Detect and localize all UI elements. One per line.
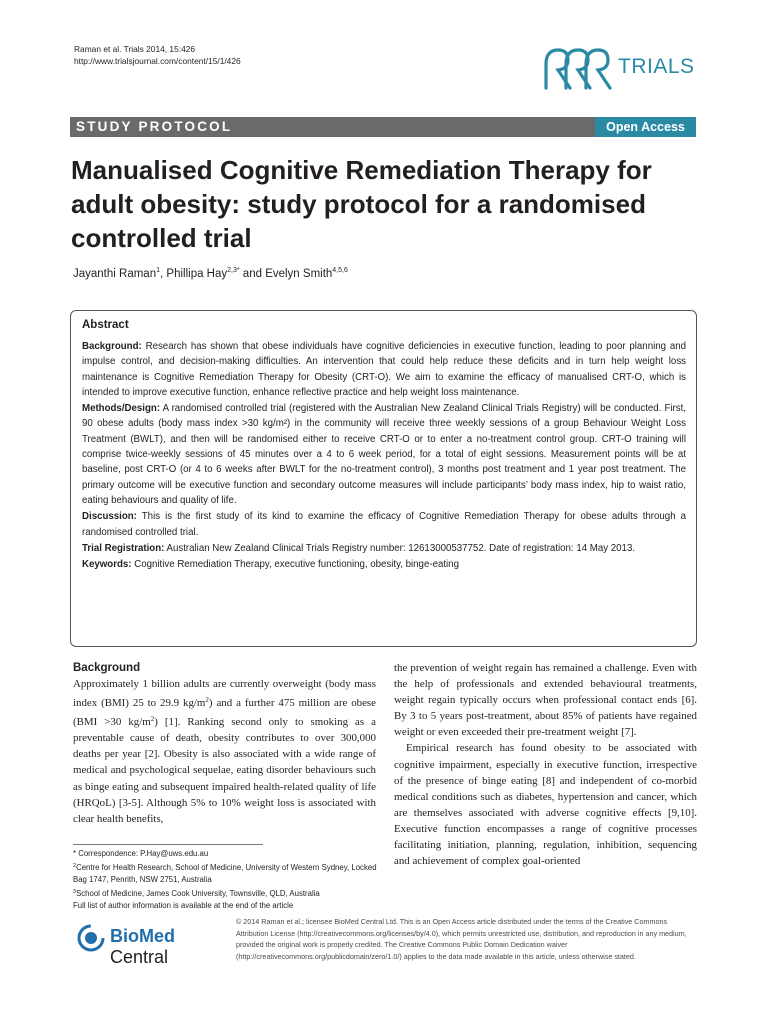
section-heading-background: Background [73, 662, 141, 674]
author-name: Jayanthi Raman [73, 268, 157, 280]
license-statement: © 2014 Raman et al.; licensee BioMed Central Ltd. This is an Open Access article distributed under the terms of the Creative Commons Attribution License (http://creativecommons.org/licenses/by/4.0), which permits unrestricted use, distribution, and reproduction in any medium, provided the original work is properly credited. The Creative Commons Public Domain Dedication waiver (http://creativecommons.org/publicdomain/zero/1.0/) applies to the data made available in this article, unless otherwise stated. [236, 917, 687, 961]
abstract-background [82, 339, 686, 400]
author-info-note: Full list of author information is available at the end of the article [73, 901, 294, 910]
body-column-right [394, 660, 697, 869]
citation-block [74, 43, 241, 67]
superscript: 3 [73, 889, 77, 895]
affiliation-note [73, 860, 378, 886]
correspondence-note: * Correspondence: P.Hay@uws.edu.au [73, 849, 209, 858]
abstract-section-text: A randomised controlled trial (registered with the Australian New Zealand Clinical Trials Registry) will be conducted. First, 90 obese adults (body mass index >30 kg/m²) in the community will receive three weekly sessions of a group Behaviour Weight Loss Treatment (BWLT), and then will be randomised either to receive CRT-O or to enter a no-treatment control group. CRT-O training will comprise twice-weekly sessions of 45 minutes over a 4 to 6 week period, for a total of eight sessions. Measurement points will be at baseline, post CRT-O (or 4 to 6 weeks after BWLT for the no-treatment control), 3 months post treatment and 1 year post treatment. The primary outcome will be executive function and secondary outcome measures will include participants’ body mass index, hip to waist ratio, eating behaviours and quality of life. [82, 403, 686, 506]
footnote-divider [73, 844, 263, 845]
body-paragraph [73, 676, 376, 827]
trials-logo [540, 42, 700, 94]
open-access-badge: Open Access [595, 117, 696, 137]
wordmark-bold: BioMed [110, 926, 175, 946]
footnotes [73, 844, 378, 912]
section-band [70, 117, 696, 137]
affiliation-text: Centre for Health Research, School of Medicine, University of Western Sydney, Locked Bag 1747, Penrith, NSW 2751, Australia [73, 863, 377, 884]
abstract-heading: Abstract [82, 319, 129, 331]
abstract-methods [82, 401, 686, 508]
superscript: 2 [73, 863, 77, 869]
wordmark-rest: Central [110, 947, 169, 967]
abstract-keywords [82, 557, 686, 572]
superscript: 2 [150, 715, 155, 724]
author-list [73, 267, 348, 280]
abstract-discussion [82, 509, 686, 540]
affiliation-text: School of Medicine, James Cook University, Townsville, QLD, Australia [76, 889, 320, 898]
trials-logo-text: TRIALS [618, 55, 695, 78]
abstract-section-label: Trial Registration: [82, 542, 165, 554]
abstract-section-text: This is the first study of its kind to examine the efficacy of Cognitive Remediation Therapy for obese adults through a randomised controlled trial. [82, 511, 686, 538]
author-separator: and [239, 268, 266, 280]
biomed-central-logo-icon [76, 923, 106, 953]
abstract-trial-registration [82, 541, 686, 556]
author-affiliation-sup: 2,3* [227, 267, 240, 274]
body-text: Approximately 1 billion adults are currently overweight (body mass index (BMI) 25 to 29.9 kg/m [73, 678, 376, 710]
citation-url[interactable]: http://www.trialsjournal.com/content/15/1/426 [74, 56, 241, 66]
article-type-label: STUDY PROTOCOL [76, 119, 233, 134]
abstract-box [70, 310, 697, 647]
body-paragraph: Empirical research has found obesity to be associated with cognitive impairment, especially in executive function, irrespective of the presence of binge eating [8] and independent of co-morbid medical conditions such as diabetes, hypertension and cancer, which are themselves associated with adverse cognitive effects [9,10]. Executive function encompasses a range of cognitive processes facilitating initiation, planning, regulation, inhibition, sequencing and achievement of complex goal-oriented [394, 742, 697, 868]
abstract-section-text: Research has shown that obese individuals have cognitive deficiencies in executive function, leading to poor planning and impulse control, and decision-making difficulties. An intervention that could help reduce these deficits and in turn help weight loss maintenance is Cognitive Remediation Therapy for Obesity (CRT-O). We aim to examine the efficacy of manualised CRT-O, which is intended to improve executive function, enhance reflective practice and help weight loss maintenance. [82, 341, 686, 398]
article-title: Manualised Cognitive Remediation Therapy for adult obesity: study protocol for a randomised controlled trial [71, 155, 652, 253]
superscript: 2 [205, 696, 209, 705]
abstract-section-label: Keywords: [82, 559, 132, 571]
abstract-section-label: Discussion: [82, 511, 137, 523]
abstract-section-label: Background: [82, 341, 142, 352]
author-name: Evelyn Smith [265, 268, 333, 280]
author-affiliation-sup: 4,5,6 [332, 267, 348, 274]
body-text: ) and a further 475 million are obese (BMI >30 kg/m [73, 697, 377, 729]
affiliation-note [73, 886, 378, 900]
body-text: ) [1]. Ranking second only to smoking as a preventable cause of death, obesity contributes to over 300,000 deaths per year [2]. Obesity is also associated with a wide range of medical and psychological sequelae, eating disorder behaviours such as binge eating and subsequent impaired health-related quality of life (HRQoL) [3-5]. Although 5% to 10% weight loss is associated with clear health benefits, [73, 716, 376, 825]
author-separator: , [160, 268, 167, 280]
abstract-section-text: Cognitive Remediation Therapy, executive functioning, obesity, binge-eating [134, 559, 459, 571]
body-column-left [73, 660, 376, 827]
abstract-section-text: Australian New Zealand Clinical Trials Registry number: 12613000537752. Date of registration: 14 May 2013. [166, 542, 636, 554]
author-affiliation-sup: 1 [156, 267, 161, 274]
abstract-section-label: Methods/Design: [82, 403, 161, 415]
body-paragraph: the prevention of weight regain has remained a challenge. Even with the help of professionals and extended behavioural treatments, weight regain typically occurs when professional contact ends [6]. By 3 to 5 years post-treatment, about 85% of patients have regained weight or even exceeded their pre-treatment weight [7]. [394, 662, 697, 739]
citation-line: Raman et al. Trials 2014, 15:426 [74, 44, 196, 54]
author-name: Phillipa Hay [166, 268, 228, 280]
trials-logo-mark-icon [540, 42, 618, 94]
biomed-central-logo [76, 923, 226, 967]
biomed-central-wordmark [110, 926, 226, 968]
